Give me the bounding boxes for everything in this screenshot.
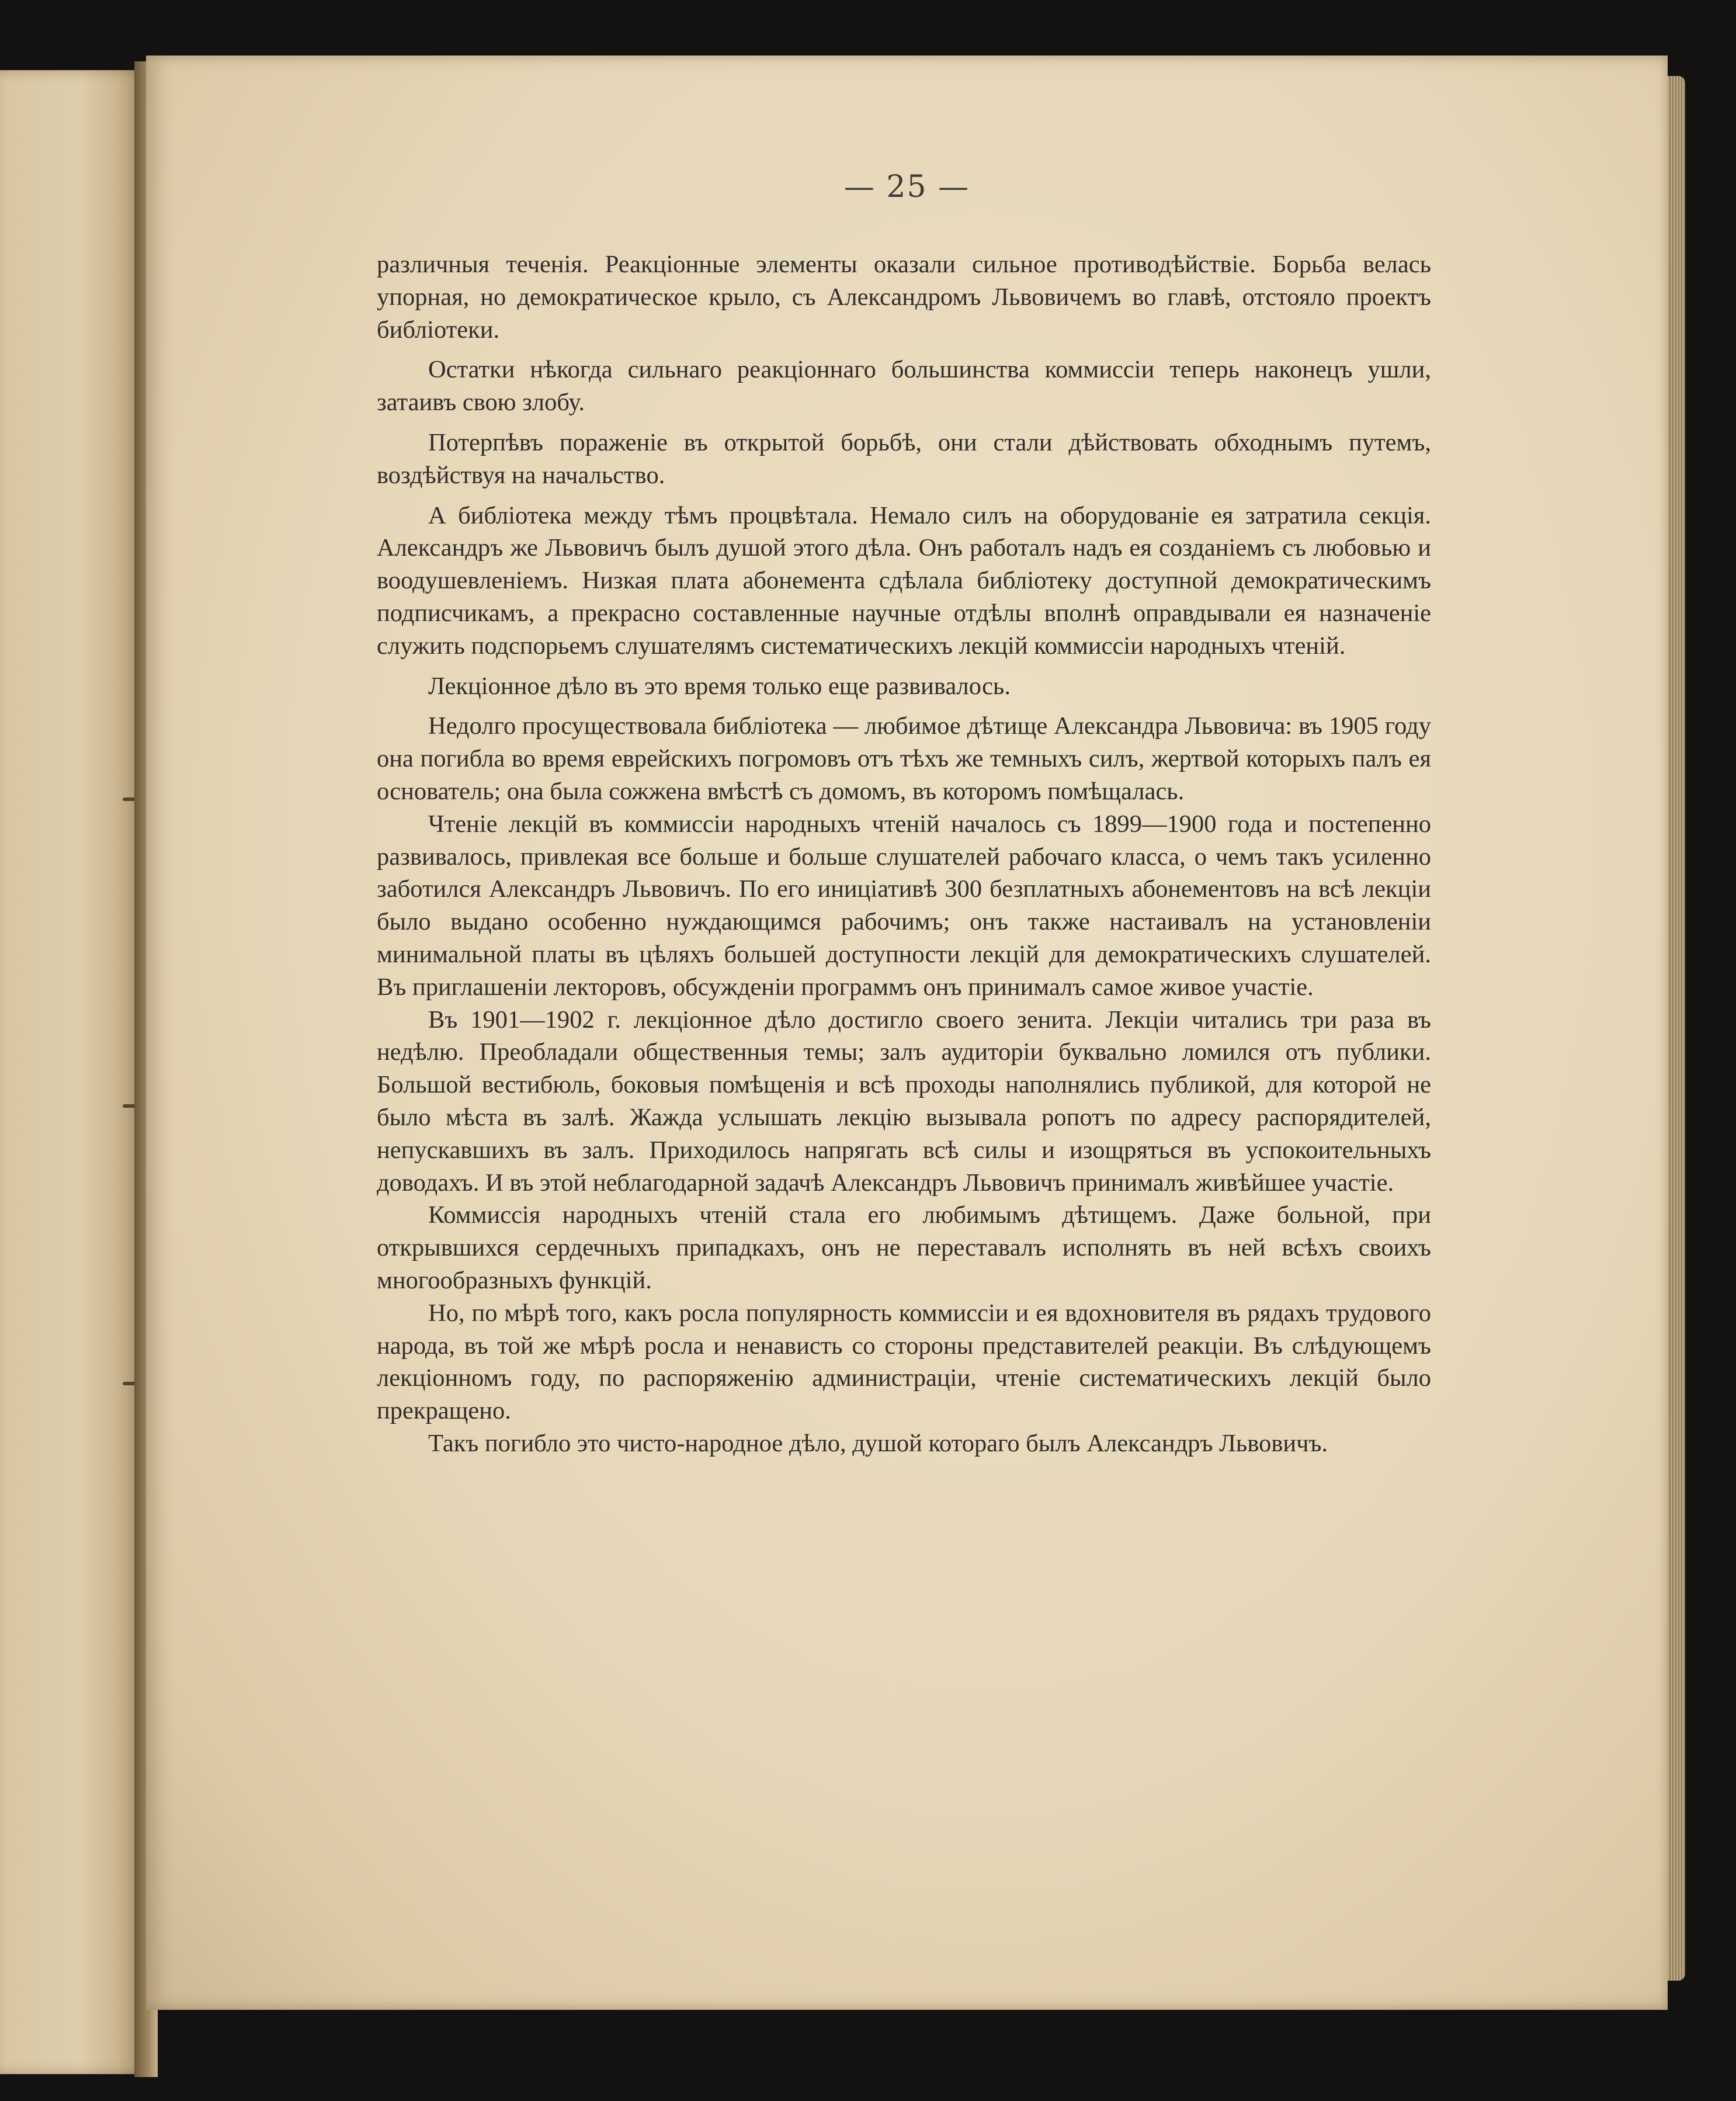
paragraph: Остатки нѣкогда сильнаго реакціоннаго большинства коммиссіи теперь наконецъ ушли, затаивъ свою злобу. [377,356,1431,417]
paragraph: Лекціонное дѣло въ это время только еще развивалось. [428,672,1011,700]
page-number: — 25 — [843,169,970,204]
paragraph: Чтеніе лекцій въ коммиссіи народныхъ чтеній началось съ 1899—1900 года и постепенно развивалось, привлекая все больше и больше слушателей рабочаго класса, о чемъ такъ усиленно заботился Александръ Львовичъ. По его иниціативѣ 300 безплатныхъ абонементовъ на всѣ лекціи было выдано особенно нуждающимся рабочимъ; онъ также настаивалъ на установленіи минимальной платы въ цѣляхъ большей доступности лекцій для демократическихъ слушателей. Въ приглашеніи лекторовъ, обсужденіи программъ онъ принималъ самое живое участіе. [377,810,1431,1001]
paragraph: Но, по мѣрѣ того, какъ росла популярность коммиссіи и ея вдохновителя въ рядахъ трудового народа, въ той же мѣрѣ росла и ненависть со стороны представителей реакціи. Въ слѣдующемъ лекціонномъ году, по распоряженію администраціи, чтеніе систематическихъ лекцій было прекращено. [377,1299,1431,1425]
paragraph: Такъ погибло это чисто-народное дѣло, душой котораго былъ Александръ Львовичъ. [428,1429,1328,1457]
paragraph: различныя теченія. Реакціонные элементы оказали сильное противодѣйствіе. Борьба велась упорная, но демократическое крыло, съ Александромъ Львовичемъ во главѣ, отстояло проектъ библіотеки. [377,251,1431,344]
paragraph: Въ 1901—1902 г. лекціонное дѣло достигло своего зенита. Лекціи читались три раза въ недѣлю. Преобладали общественныя темы; залъ аудиторіи буквально ломился отъ публики. Большой вестибюль, боковыя помѣщенія и всѣ проходы наполнялись публикой, для которой не было мѣста въ залѣ. Жажда услышать лекцію вызывала ропотъ по адресу распорядителей, непускавшихъ въ залъ. Приходилось напрягать всѣ силы и изощряться въ успокоительныхъ доводахъ. И въ этой неблагодарной задачѣ Александръ Львовичъ принималъ живѣйшее участіе. [377,1006,1431,1197]
paragraph: Коммиссія народныхъ чтеній стала его любимымъ дѣтищемъ. Даже больной, при открывшихся сердечныхъ припадкахъ, онъ не переставалъ исполнять въ ней всѣхъ своихъ многообразныхъ функцій. [377,1201,1431,1294]
paragraph: Недолго просуществовала библіотека — любимое дѣтище Александра Львовича: въ 1905 году она погибла во время еврейскихъ погромовъ отъ тѣхъ же темныхъ силъ, жертвой которыхъ палъ ея основатель; она была сожжена вмѣстѣ съ домомъ, въ которомъ помѣщалась. [377,712,1431,805]
facing-page-edge [0,70,146,2074]
paragraph: А библіотека между тѣмъ процвѣтала. Немало силъ на оборудованіе ея затратила секція. Александръ же Львовичъ былъ душой этого дѣла. Онъ работалъ надъ ея созданіемъ съ любовью и воодушевленіемъ. Низкая плата абонемента сдѣлала библіотеку доступной демократическимъ подписчикамъ, а прекрасно составленные научные отдѣлы вполнѣ оправдывали ея назначеніе служить подспорьемъ слушателямъ систематическихъ лекцій коммиссіи народныхъ чтеній. [377,501,1431,660]
body-text [377,248,1431,1460]
paragraph: Потерпѣвъ пораженіе въ открытой борьбѣ, они стали дѣйствовать обходнымъ путемъ, воздѣйствуя на начальство. [377,428,1431,489]
